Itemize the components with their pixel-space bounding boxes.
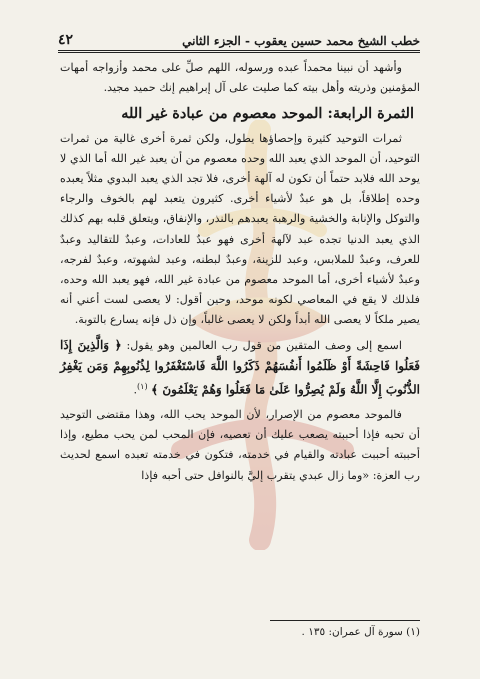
verse-intro: اسمع إلى وصف المتقين من قول رب العالمين وهو يقول:	[126, 338, 402, 352]
page-number: ٤٢	[58, 32, 74, 48]
paragraph-quran-verse	[60, 335, 420, 401]
page-header	[58, 22, 420, 53]
paragraph-love-obedience: فالموحد معصوم من الإصرار، لأن الموحد يحب الله، وهذا مقتضى التوحيد أن تحبه فإذا أحببته يصعب عليك أن تعصيه، فإن المحب لمن يحب مطيع، وإذا أحببته أحببت عبادته والقيام في خدمته، فتكون في خدمته تعبده اسمع لحديث رب العزة: «وما زال عبدي يتقرب إليَّ بالنوافل حتى أحبه فإذا	[60, 407, 420, 482]
running-title: خطب الشيخ محمد حسين يعقوب - الجزء الثاني	[182, 34, 420, 48]
section-heading: الثمرة الرابعة: الموحد معصوم من عبادة غير الله	[121, 105, 414, 123]
footnote-divider	[270, 620, 420, 621]
footnote-reference: (١)	[137, 382, 148, 392]
quran-verse: ﴿ وَالَّذِينَ إِذَا فَعَلُوا فَاحِشَةً أَوْ ظَلَمُوا أَنفُسَهُمْ ذَكَرُوا اللَّهَ فَاسْتَغْفَرُوا لِذُنُوبِهِمْ وَمَن يَغْفِرُ الذُّنُوبَ إِلَّا اللَّهُ وَلَمْ يُصِرُّوا عَلَىٰ مَا فَعَلُوا وَهُمْ يَعْلَمُونَ ﴾	[60, 337, 420, 397]
paragraph-salawat: وأشهد أن نبينا محمداً عبده ورسوله، اللهم صلِّ على محمد وأزواجه أمهات المؤمنين وذريته وأهل بيته كما صليت على آل إبراهيم إنك حميد مجيد.	[60, 61, 420, 95]
paragraph-tawheed-fruits: ثمرات التوحيد كثيرة وإحصاؤها يطول، ولكن ثمرة أخرى غالية من ثمرات التوحيد، أن الموحد الذي يعبد الله وحده معصوم من أن يعبد غير الله أما الذي لا يوحد الله فلابد حتماً أن تكون له آلهة أخرى، فلا تجد الذي يعبد البدوي مثلاً يعبده وحده إطلاقاً، بل هو عبدٌ لأشياء أخرى. كثيرون يتعبد لهم بالخوف والرجاء والتوكل والإنابة والخشية والرهبة يعبدهم بالنذر، والإنفاق، ويتعلق قلبه بهم كذلك الذي يعبد الدنيا تجده عبد لآلهة أخرى فهو عبدٌ للعادات، وعبدٌ للتقاليد وعبدٌ للعرف، وعبدٌ للملابس، وعبد للزينة، وعبدٌ لبطنه، وعبد لشهوته، وعبدٌ لفرجه، وعبدٌ لأشياء أخرى، أما الموحد معصوم من عبادة غير الله، فهو يعبد الله وحده، فلذلك لا يقع في المعاصي لكونه موحد، وحين أقول: لا يعصى لست أعني أنه يصير ملكاً لا يعصى الله أبداً ولكن لا يعصى غالباً، وإن ذل فإنه يسارع بالتوبة.	[60, 131, 420, 327]
body-text	[60, 58, 420, 486]
verse-end-mark: .	[133, 383, 138, 397]
footnote: (١) سورة آل عمران: ١٣٥ .	[301, 626, 420, 638]
